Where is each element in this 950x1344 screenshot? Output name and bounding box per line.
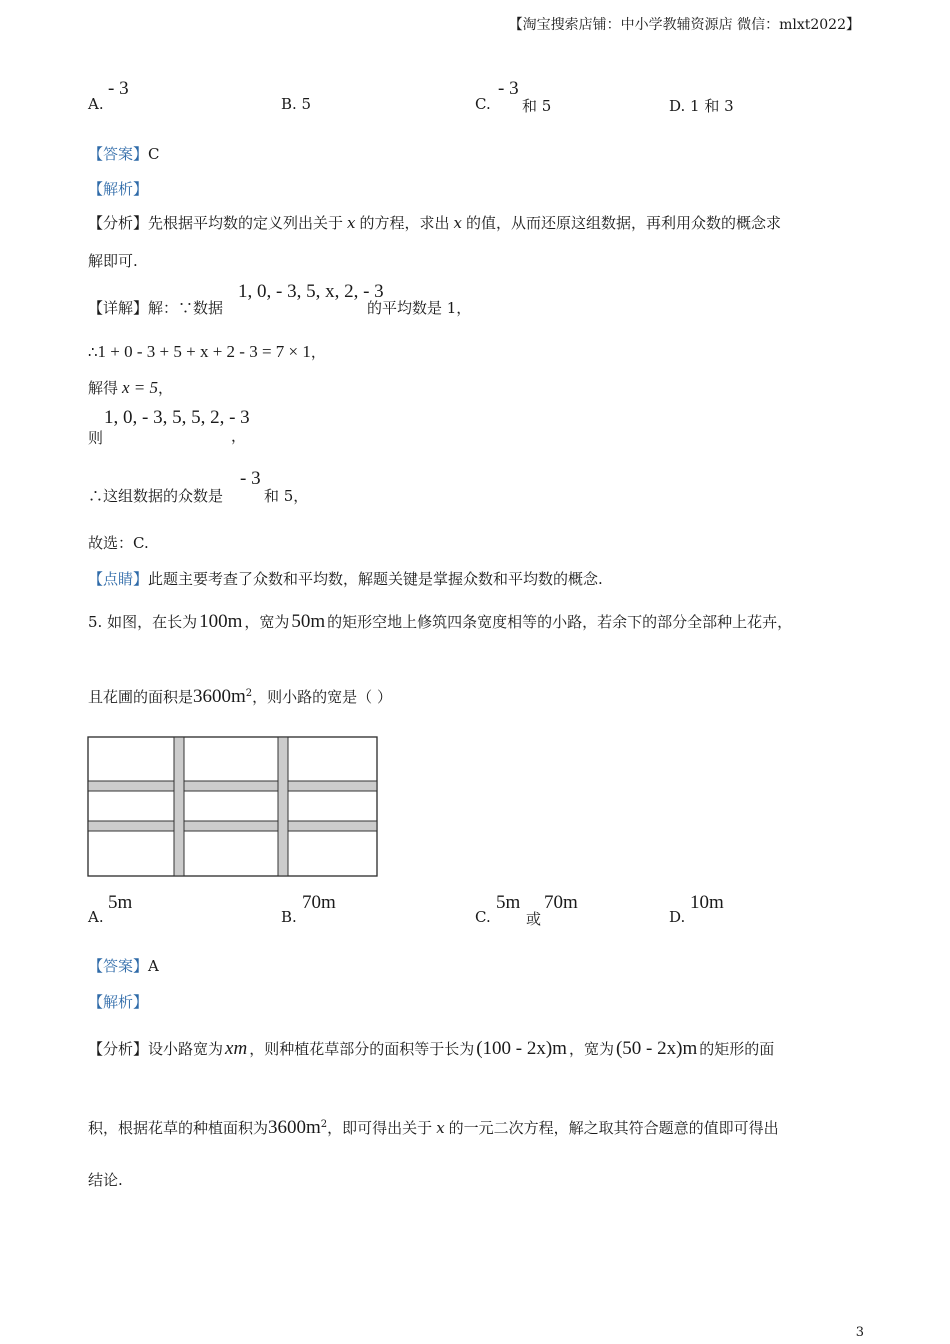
q5-option-d: D. (669, 908, 686, 926)
q4-option-d: D. 1 和 3 (669, 97, 734, 115)
q5-option-a-value: 5m (108, 892, 133, 913)
q5-option-a: A. (88, 908, 104, 926)
q5-option-b: B. (281, 908, 297, 926)
q5-analysis-line1: 【分析】设小路宽为 xm ，则种植花草部分的面积等于长为 (100 - 2x)m ，宽为 (50 - 2x)m 的矩形的面 (88, 1038, 775, 1059)
q4-option-b: B. 5 (281, 95, 312, 113)
q4-then: 则 (88, 429, 104, 447)
road-vertical-1 (174, 737, 184, 876)
q5-jiexi-label: 【解析】 (88, 993, 149, 1011)
q4-comment: 【点睛】此题主要考查了众数和平均数，解题关键是掌握众数和平均数的概念. (88, 570, 603, 588)
q5-option-b-value: 70m (302, 892, 336, 913)
road-horizontal-2 (88, 821, 377, 831)
q5-analysis-line2: 积，根据花草的种植面积为$3600m^2$，即可得出关于 x 的一元二次方程，解之取其符合题意的值即可得出 (88, 1117, 779, 1138)
q5-option-c: C. (475, 908, 491, 926)
q4-new-set: 1, 0, - 3, 5, 5, 2, - 3 (104, 407, 250, 428)
q4-mode-value: - 3 (240, 468, 261, 489)
q5-option-d-value: 10m (690, 892, 724, 913)
q4-option-c-suffix: 和 5 (522, 97, 552, 115)
road-horizontal-1 (88, 781, 377, 791)
q4-data-set: 1, 0, - 3, 5, x, 2, - 3 (238, 281, 384, 302)
q4-then-suffix: ， (231, 427, 247, 445)
page-number: 3 (855, 1325, 864, 1340)
q4-mode-line: ∴这组数据的众数是 (88, 487, 224, 505)
field-border (88, 737, 377, 876)
q4-analysis-line1: 【分析】先根据平均数的定义列出关于 x 的方程，求出 x 的值，从而还原这组数据，再利用众数的概念求 (88, 214, 781, 232)
q4-mode-suffix: 和 5， (264, 487, 309, 505)
q4-option-c: C. (475, 95, 491, 113)
q4-jiexi-label: 【解析】 (88, 180, 149, 198)
q4-equation: ∴1 + 0 - 3 + 5 + x + 2 - 3 = 7 × 1， (88, 342, 326, 361)
road-vertical-2 (278, 737, 288, 876)
q5-option-c-value1: 5m (496, 892, 521, 913)
page-header: 【淘宝搜索店铺：中小学教辅资源店 微信：mlxt2022】 (508, 17, 860, 33)
q5-stem-line1: 5. 如图，在长为 100m ，宽为 50m 的矩形空地上修筑四条宽度相等的小路，若余下的部分全部种上花卉， (88, 611, 793, 632)
q5-analysis-line3: 结论. (88, 1171, 123, 1189)
q4-option-c-value: - 3 (498, 78, 519, 99)
q4-detail-mean: 的平均数是 1， (367, 299, 472, 317)
q4-solve: 解得 x = 5， (88, 378, 174, 397)
q5-figure-field (87, 736, 379, 878)
q4-option-a: A. (88, 95, 104, 113)
q4-answer: 【答案】C (88, 145, 160, 163)
q4-detail-line1: 【详解】解：∵数据 (88, 299, 224, 317)
q5-option-c-or: 或 (526, 910, 542, 928)
q5-option-c-value2: 70m (544, 892, 578, 913)
q4-analysis-line2: 解即可. (88, 252, 138, 270)
q4-option-a-value: - 3 (108, 78, 129, 99)
q5-stem-line2: 且花圃的面积是$3600m^2$，则小路的宽是（ ） (88, 686, 392, 707)
q5-answer: 【答案】A (88, 957, 159, 975)
q4-choose: 故选：C. (88, 534, 149, 552)
